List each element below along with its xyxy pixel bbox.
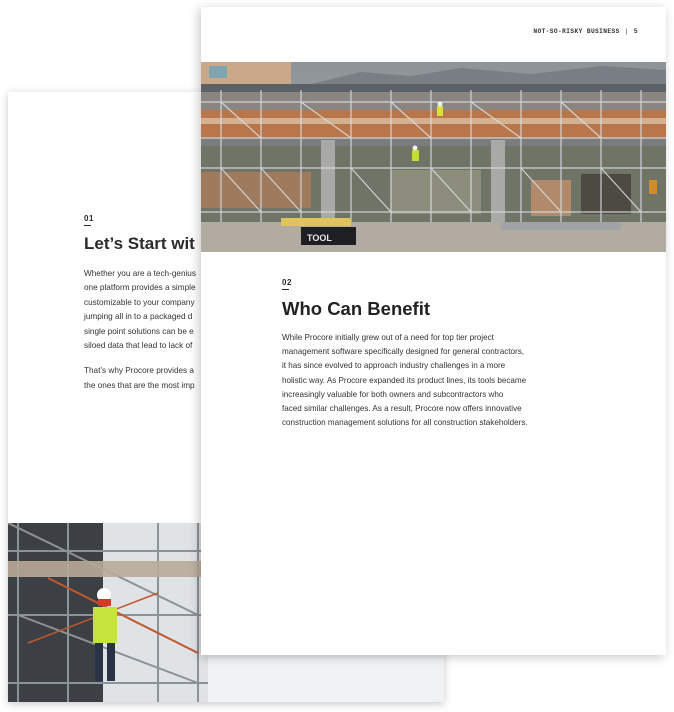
back-line: That’s why Procore provides a (84, 366, 194, 376)
back-line: the ones that are the most imp (84, 380, 195, 390)
body-line: increasingly valuable for both owners and subcontractors who (282, 389, 504, 399)
back-section-number: 01 (84, 214, 94, 223)
back-line: Whether you are a tech-genius (84, 269, 196, 278)
running-head-separator: | (624, 28, 629, 35)
back-line: single point solutions can be e (84, 326, 194, 336)
section-body (282, 331, 572, 430)
body-line: holistic way. As Procore expanded its product lines, its tools became (282, 375, 527, 385)
back-line: jumping all in to a packaged d (84, 312, 193, 322)
hero-tool-bag-text: TOOL (307, 233, 332, 243)
body-line: While Procore initially grew out of a need for top tier project (282, 333, 494, 342)
page-number: 5 (633, 28, 638, 35)
hero-scaffold-photo (201, 62, 666, 252)
body-line: faced similar challenges. As a result, Procore now offers innovative (282, 404, 522, 414)
back-section-title: Let’s Start wit (84, 234, 195, 253)
back-line: one platform provides a simple (84, 283, 196, 293)
running-head-title: NOT-SO-RISKY BUSINESS (533, 28, 620, 35)
back-line: siloed data that lead to lack of (84, 341, 193, 351)
body-line: construction management solutions for all construction stakeholders. (282, 418, 528, 428)
back-line: customizable to your company (84, 297, 195, 307)
back-section-number-underline (84, 225, 91, 226)
body-line: it has since evolved to approach industry challenges in a more (282, 361, 506, 371)
front-page (201, 7, 666, 655)
section-number: 02 (282, 278, 292, 287)
section-title: Who Can Benefit (282, 298, 430, 319)
body-line: management software specifically designed for general contractors, (282, 347, 525, 357)
running-head (533, 28, 638, 35)
section-number-underline (282, 289, 289, 290)
